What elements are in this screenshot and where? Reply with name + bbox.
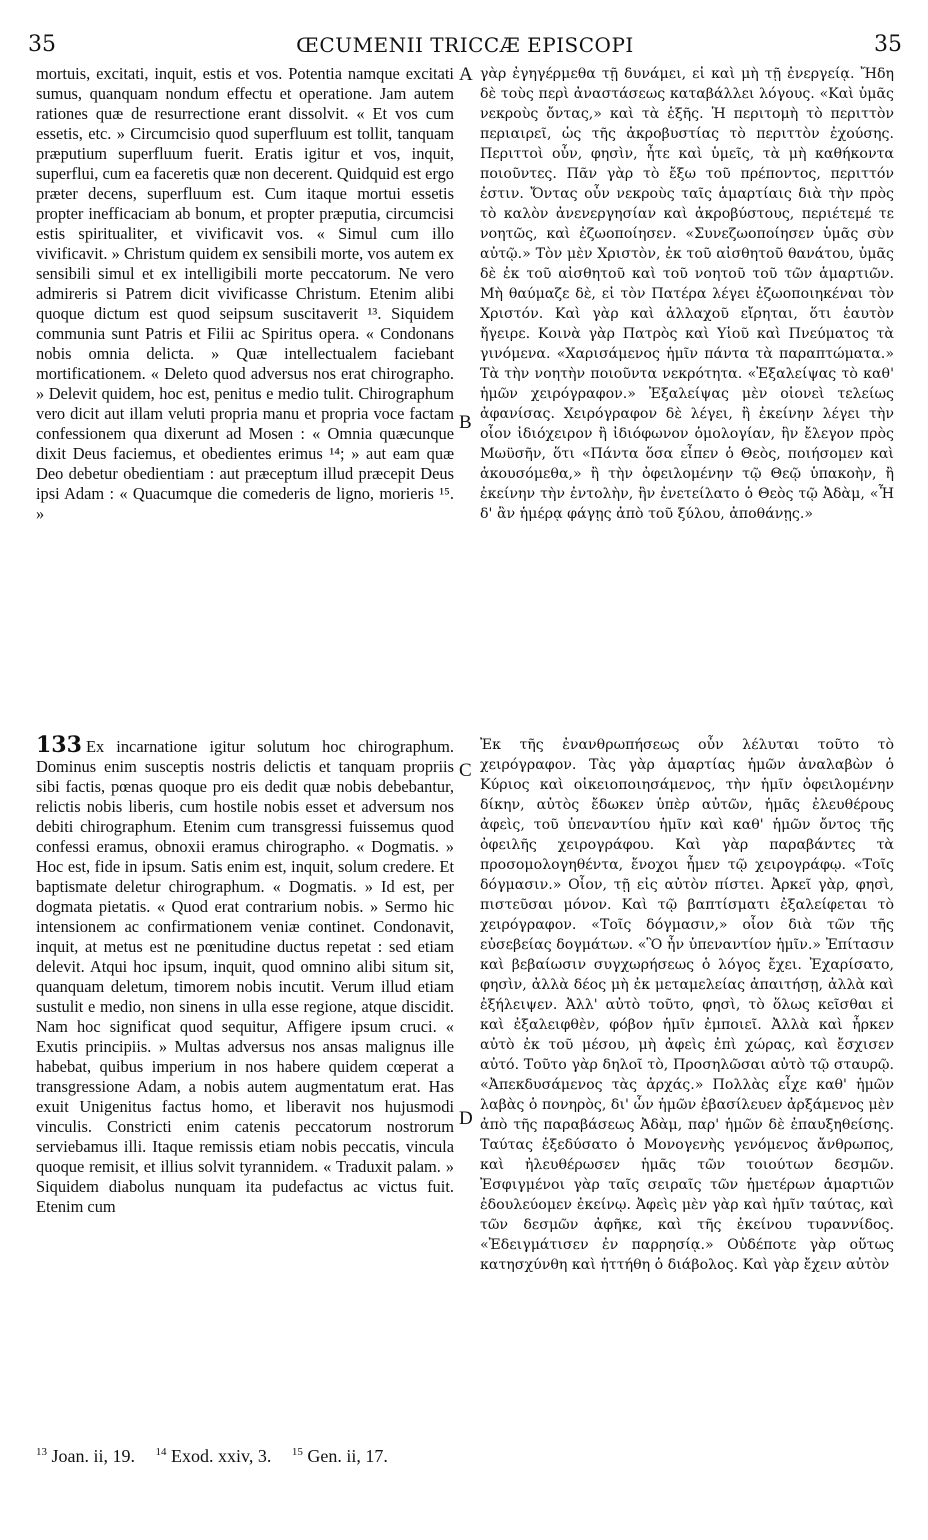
footnote-text: Joan. ii, 19. [51,1446,135,1466]
running-header [28,32,902,62]
column-marker-d: D [459,1108,473,1129]
greek-paragraph-2: Ἐκ τῆς ἐνανθρωπήσεως οὖν λέλυται τοῦτο τὸ χειρόγραφον. Τὰς γὰρ ἁμαρτίας ἡμῶν ἀναλαβὼν ὁ Κύριος καὶ οἰκειοποιησάμενος, τὴν ἡμῖν ὀφειλομένην δίκην, αὐτὸς ἔδωκεν ὑπὲρ αὐτῶν, ἡμᾶς ἐλευθέρους ἀφεὶς, τοῦ ὑπεναντίου ἡμῖν καὶ καθ' ἡμῶν ὄντος τῆς ὀφειλῆς χειρογράφου. Καὶ γὰρ παραβάντες τὰ προσομολογηθέντα, ἔνοχοι ἦμεν τῷ χειρογράφῳ. «Τοῖς δόγμασιν.» Οἷον, τῇ εἰς αὐτὸν πίστει. Ἀρκεῖ γὰρ, φησὶ, πιστεῦσαι μόνον. Καὶ τῷ βαπτίσματι ἐξαλείφεται τὸ χειρόγραφον. «Τοῖς δόγμασιν,» οἷον διὰ τῶν τῆς εὐσεβείας δογμάτων. «Ὃ ἦν ὑπεναντίον ἡμῖν.» Ἐπίτασιν καὶ βεβαίωσιν συγχωρήσεως ὁ λόγος ἔχει. Ἐχαρίσατο, φησὶν, ἀλλὰ δέος μὴ ἐκ μεταμελείας ἀπαιτήσῃ, ἀλλὰ καὶ ἐξήλειψεν. Ἀλλ' αὐτὸ τοῦτο, φησὶ, τὸ ὅλως κεῖσθαι εἰ καὶ ἐξαλειφθὲν, φόβον ἡμῖν ἐμποιεῖ. Ἀλλὰ καὶ ἦρκεν αὐτὸ ἐκ τοῦ μέσου, μὴ ἀφεὶς ἐπὶ χώρας, καὶ ἔσχισεν αὐτό. Τοῦτο γὰρ δηλοῖ τὸ, Προσηλῶσαι αὐτὸ τῷ σταυρῷ. «Ἀπεκδυσάμενος τὰς ἀρχάς.» Πολλὰς εἶχε καθ' ἡμῶν λαβὰς ὁ πονηρὸς, δι' ὧν ἡμῶν ἐβασίλευεν ἀρξάμενος μὲν ἀπὸ τῆς παραβάσεως Ἀδὰμ, παρ' ἡμῶν δὲ ἐπαυξηθείσης. Ταύτας ἐξεδύσατο ὁ Μονογενὴς γενόμενος ἄνθρωπος, καὶ ἠλευθέρωσεν ἡμᾶς τῶν τοιούτων δεσμῶν. Ἐσφιγμένοι γὰρ ταῖς σειραῖς τῶν ἡμετέρων ἁμαρτιῶν ἐδουλεύομεν ἐκείνῳ. Ἀφεὶς μὲν γὰρ καὶ ἡμῖν ταύτας, καὶ τῶν δεσμῶν ἀφῆκε, καὶ τῆς ἐκείνου τυραννίδος. «Ἐδειγμάτισεν ἐν παρρησίᾳ.» Οὐδέποτε γὰρ οὕτως κατησχύνθη καὶ ἡττήθη ὁ διάβολος. Καὶ γὰρ ἔχειν αὐτὸν [480,737,894,1273]
footnotes [36,1446,896,1467]
column-marker-c: C [459,760,472,781]
greek-paragraph-1: γὰρ ἐγηγέρμεθα τῇ δυνάμει, εἰ καὶ μὴ τῇ ἐνεργείᾳ. Ἤδη δὲ τοὺς περὶ ἀναστάσεως καταβάλλει λόγους. «Καὶ ὑμᾶς νεκροὺς ὄντας,» καὶ τὰ ἑξῆς. Ἡ περιτομὴ τὸ περιττὸν περιαιρεῖ, ὡς τῆς ἀκροβυστίας τὸ περιττὸν ἐχούσης. Περιττοὶ οὖν, φησὶν, ἦτε καὶ ὑμεῖς, τὰ μὴ καθήκοντα ποιοῦντες. Πᾶν γὰρ τὸ ἔξω τοῦ πρέποντος, περιττόν ἐστιν. Ὄντας οὖν νεκροὺς ταῖς ἁμαρτίαις διὰ τὴν πρὸς τὸ καλὸν ἀνενεργησίαν καὶ ἀκροβύστους, περιέτεμέ τε νοητῶς, καὶ ἐζωοποίησεν. «Συνεζωοποίησεν ὑμᾶς σὺν αὐτῷ.» Τὸν μὲν Χριστὸν, ἐκ τοῦ αἰσθητοῦ θανάτου, ὑμᾶς δὲ ἐκ τοῦ αἰσθητοῦ καὶ τοῦ νοητοῦ τοῦ τῶν ἁμαρτιῶν. Μὴ θαύμαζε δὲ, εἰ τὸν Πατέρα λέγει ἐζωοποιηκέναι τὸν Χριστόν. Καὶ γὰρ καὶ ἀλλαχοῦ εἴρηται, ὅτι ἑαυτὸν ἤγειρε. Κοινὰ γὰρ Πατρὸς καὶ Υἱοῦ καὶ Πνεύματος τὰ γινόμενα. «Χαρισάμενος ἡμῖν πάντα τὰ παραπτώματα.» Τὰ τὴν νοητὴν ποιοῦντα νεκρότητα. «Ἐξαλείψας τὸ καθ' ἡμῶν χειρόγραφον.» Ἐξαλείψας μὲν οἱονεὶ τελείως ἀφανίσας. Χειρόγραφον δὲ λέγει, ἢ ἐκείνην λέγει τὴν οἷον ἰδιόχειρον ἢ ἰδιόφωνον ὁμολογίαν, ἣν ἔλεγον πρὸς Μωϋσῆν, ὅτι «Πάντα ὅσα εἶπεν ὁ Θεὸς, ποιήσομεν καὶ ἀκουσόμεθα,» ἢ τὴν ὀφειλομένην τῷ Θεῷ ὑπακοὴν, ἢ ἐκείνην τὴν ἐντολὴν, ἣν ἐνετείλατο ὁ Θεὸς τῷ Ἀδὰμ, «Ἧ δ' ἂν ἡμέρᾳ φάγῃς ἀπὸ τοῦ ξύλου, ἀποθάνῃς.» [480,66,894,522]
column-marker-b: B [459,412,472,433]
section-number: 133 [36,732,82,758]
latin-column-top [36,64,454,524]
latin-column-bottom [36,732,454,1217]
footnote [156,1446,272,1466]
footnote-text: Gen. ii, 17. [307,1446,388,1466]
footnote [36,1446,135,1466]
page-number-left: 35 [28,32,56,57]
footnote-text: Exod. xxiv, 3. [171,1446,272,1466]
footnote [292,1446,388,1466]
footnote-number: 13 [36,1446,47,1458]
latin-paragraph-2 [36,732,454,1217]
footnote-number: 15 [291,1446,303,1458]
latin-paragraph-1: mortuis, excitati, inquit, estis et vos. Potentia namque excitati sumus, quanquam nondum effectu et operatione. Jam autem rationes quæ de resurrectione erant dissolvit. « Et vos cum essetis, etc. » Circumcisio quod superfluum est tollit, tanquam præputium superfluum fuerit. Eratis igitur et vos, inquit, superflui, cum ea faceretis quæ non decerent. Quidquid est ergo præter decens, superfluum est. Cum itaque mortui essetis propter inefficaciam ab bonum, et propter præputia, circumcisi estis spiritualiter, et vivificavit vos. « Simul cum illo vivificavit. » Christum quidem ex sensibili morte, vos autem ex sensibili simul et ex intelligibili morte peccatorum. Ne vero admireris si Patrem dicit vivificasse Christum. Etenim alibi quoque dictum est quod seipsum suscitaverit ¹³. Siquidem communia sunt Patris et Filii ac Spiritus opera. « Condonans nobis omnia delicta. » Quæ intellectualem faciebant mortificationem. « Deleto quod adversus nos erat chirographo. » Delevit quidem, hoc est, penitus e medio tulit. Chirographum vero dicit aut illam veluti propria manu et propria voce factam confessionem qua dixerunt ad Mosen : « Omnia quæcunque dixit Deus faciemus, et obedientes erimus ¹⁴; » aut eam quæ Deo debetur obedientiam : aut præceptum illud præcepit Deus ipsi Adam : « Quacumque die comederis de ligno, morieris ¹⁵. » [36,64,454,523]
footnote-number: 14 [155,1446,167,1458]
greek-column-bottom [480,735,894,1275]
running-title: ŒCUMENII TRICCÆ EPISCOPI [296,33,634,57]
latin-paragraph-2-text: Ex incarnatione igitur solutum hoc chirographum. Dominus enim susceptis nostris delictis et tanquam propriis sibi factis, pœnas quoque pro eis dedit quæ nobis debebantur, relictis nobis liberis, cum hostile nobis esset et adversum nos debiti chirographum. Etenim cum transgressi fuissemus quod confessi eramus, obnoxii eramus chirographo. « Dogmatis. » Hoc est, fide in ipsum. Satis enim est, inquit, solum credere. Et baptismate deletur chirographum. « Dogmatis. » Id est, per dogmata pietatis. « Quod erat contrarium nobis. » Sermo hic intensionem ac confirmationem veniæ continet. Condonavit, inquit, at metus est ne pœnitudine ductus repetat : sed etiam delevit. Atqui hoc ipsum, inquit, quod omnino alibi situm sit, quanquam deletum, timorem nobis incutit. Verum illud etiam sustulit e medio, non sinens in ulla esse regione, atque discidit. Nam hoc significat quod sequitur, Affigere ipsum cruci. « Exutis principiis. » Multas adversus nos ansas malignus ille habebat, quibus imperium in nos habere quidem cœperat a transgressione Adam, a nobis autem augmentatum erat. Has exuit Unigenitus factus homo, et liberavit nos hujusmodi vinculis. Constricti enim catenis peccatorum nostrorum serviebamus illi. Itaque remissis etiam nobis peccatis, vincula quoque remisit, et illius solvit tyrannidem. « Traduxit palam. » Siquidem diabolus nunquam ita pudefactus ac victus fuit. Etenim cum [36,737,454,1216]
greek-column-top [480,64,894,524]
column-marker-a: A [459,64,473,85]
page-number-right: 35 [874,32,902,57]
